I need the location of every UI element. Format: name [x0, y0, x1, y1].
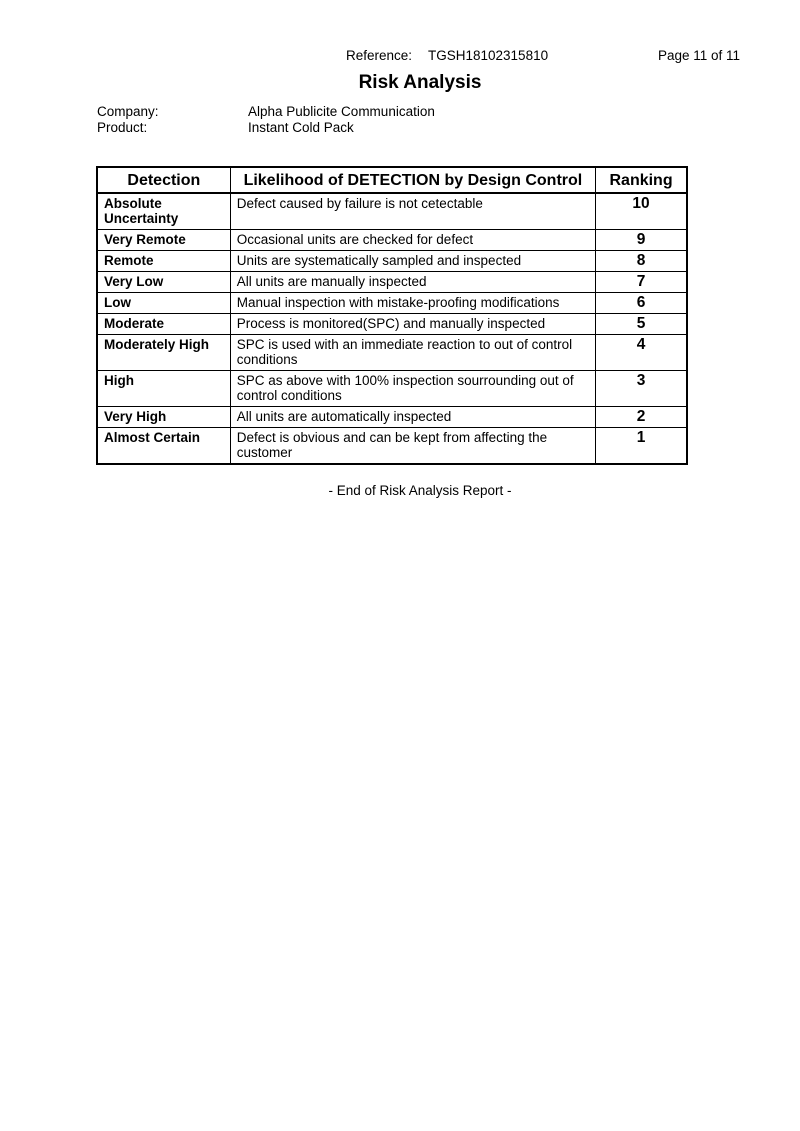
ranking-cell: 8 — [596, 251, 687, 272]
detection-cell: Absolute Uncertainty — [97, 193, 230, 230]
detection-cell: Moderate — [97, 314, 230, 335]
ranking-cell: 1 — [596, 428, 687, 465]
col-header-ranking: Ranking — [596, 167, 687, 193]
col-header-likelihood: Likelihood of DETECTION by Design Control — [230, 167, 595, 193]
ranking-cell: 7 — [596, 272, 687, 293]
ranking-cell: 5 — [596, 314, 687, 335]
detection-cell: Moderately High — [97, 335, 230, 371]
risk-table — [96, 166, 688, 465]
table-row — [97, 335, 687, 371]
page-title: Risk Analysis — [358, 72, 482, 93]
detection-cell: Remote — [97, 251, 230, 272]
detection-cell: Very High — [97, 407, 230, 428]
ranking-cell: 9 — [596, 230, 687, 251]
description-cell: All units are manually inspected — [230, 272, 595, 293]
description-cell: SPC as above with 100% inspection sourrounding out of control conditions — [230, 371, 595, 407]
product-label: Product: — [97, 120, 148, 135]
description-cell: Units are systematically sampled and inspected — [230, 251, 595, 272]
table-row — [97, 407, 687, 428]
ranking-cell: 3 — [596, 371, 687, 407]
page-header — [0, 48, 800, 66]
report-end-note: - End of Risk Analysis Report - — [328, 483, 512, 498]
reference-value: TGSH18102315810 — [428, 48, 549, 63]
table-row — [97, 293, 687, 314]
company-label: Company: — [97, 104, 159, 119]
description-cell: Defect is obvious and can be kept from affecting the customer — [230, 428, 595, 465]
table-header-row — [97, 167, 687, 193]
table-row — [97, 193, 687, 230]
table-row — [97, 428, 687, 465]
company-value: Alpha Publicite Communication — [248, 104, 435, 119]
description-cell: Process is monitored(SPC) and manually inspected — [230, 314, 595, 335]
description-cell: Defect caused by failure is not cetectable — [230, 193, 595, 230]
ranking-cell: 2 — [596, 407, 687, 428]
table-row — [97, 230, 687, 251]
description-cell: SPC is used with an immediate reaction to out of control conditions — [230, 335, 595, 371]
table-row — [97, 251, 687, 272]
table-row — [97, 314, 687, 335]
description-cell: Manual inspection with mistake-proofing modifications — [230, 293, 595, 314]
ranking-cell: 4 — [596, 335, 687, 371]
table-row — [97, 272, 687, 293]
detection-cell: Very Low — [97, 272, 230, 293]
detection-cell: High — [97, 371, 230, 407]
col-header-detection: Detection — [97, 167, 230, 193]
product-value: Instant Cold Pack — [248, 120, 354, 135]
table-row — [97, 371, 687, 407]
ranking-cell: 6 — [596, 293, 687, 314]
page-number: Page 11 of 11 — [658, 48, 741, 63]
description-cell: All units are automatically inspected — [230, 407, 595, 428]
reference-label: Reference: — [346, 48, 413, 63]
detection-cell: Almost Certain — [97, 428, 230, 465]
detection-cell: Low — [97, 293, 230, 314]
ranking-cell: 10 — [596, 193, 687, 230]
description-cell: Occasional units are checked for defect — [230, 230, 595, 251]
detection-cell: Very Remote — [97, 230, 230, 251]
